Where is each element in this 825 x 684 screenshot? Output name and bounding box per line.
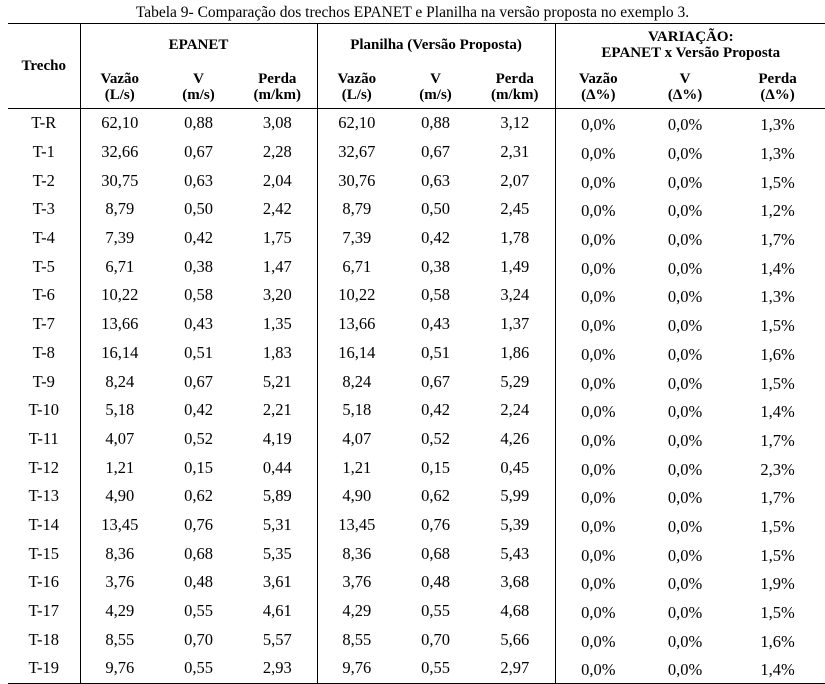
cell-epanet-perda: 2,21 bbox=[262, 400, 292, 420]
cell-epanet-perda: 1,75 bbox=[262, 228, 292, 248]
cell-var-v: 0,0% bbox=[641, 654, 729, 683]
cell-epanet-vazao: 8,24 bbox=[80, 367, 159, 396]
cell-trecho: T-14 bbox=[28, 514, 60, 534]
cell-planilha-perda: 3,24 bbox=[500, 285, 530, 305]
cell-var-perda: 1,6% bbox=[760, 344, 795, 364]
cell-epanet-vazao: 6,71 bbox=[80, 252, 159, 281]
cell-trecho: T-6 bbox=[32, 285, 55, 305]
cell-trecho: T-10 bbox=[28, 400, 60, 420]
cell-var-vazao: 0,0% bbox=[555, 511, 641, 540]
cell-var-vazao: 0,0% bbox=[555, 138, 641, 167]
cell-var-perda: 1,5% bbox=[760, 603, 795, 623]
cell-var-vazao: 0,0% bbox=[555, 367, 641, 396]
cell-epanet-perda: 5,89 bbox=[262, 486, 292, 506]
cell-planilha-vazao: 10,22 bbox=[317, 281, 396, 310]
cell-var-v: 0,0% bbox=[667, 316, 703, 336]
cell-var-perda: 1,5% bbox=[760, 373, 795, 393]
cell-epanet-perda: 4,19 bbox=[262, 428, 292, 448]
cell-epanet-v: 0,51 bbox=[184, 342, 213, 362]
table-row bbox=[8, 597, 825, 626]
cell-trecho: T-5 bbox=[32, 256, 55, 276]
header-epanet-perda: Perda (m/km) bbox=[238, 66, 317, 109]
cell-trecho: T-3 bbox=[32, 199, 55, 219]
cell-epanet-perda: 1,83 bbox=[262, 342, 292, 362]
cell-planilha-v: 0,51 bbox=[421, 342, 450, 362]
cell-planilha-v: 0,88 bbox=[421, 113, 450, 133]
cell-var-perda: 1,7% bbox=[760, 430, 795, 450]
cell-var-v: 0,0% bbox=[667, 545, 703, 565]
cell-planilha-vazao: 13,66 bbox=[317, 310, 396, 339]
cell-epanet-perda: 1,47 bbox=[262, 256, 292, 276]
cell-planilha-perda: 1,49 bbox=[500, 256, 530, 276]
header-variacao-line1: VARIAÇÃO: bbox=[648, 29, 734, 45]
cell-var-perda: 1,6% bbox=[760, 631, 795, 651]
cell-var-v: 0,0% bbox=[667, 574, 703, 594]
cell-epanet-perda: 5,31 bbox=[262, 514, 292, 534]
cell-var-v: 0,0% bbox=[667, 459, 703, 479]
table-row bbox=[8, 339, 825, 368]
cell-epanet-vazao: 4,90 bbox=[80, 482, 159, 511]
cell-planilha-v: 0,50 bbox=[421, 199, 450, 219]
cell-trecho: T-9 bbox=[32, 371, 55, 391]
header-group-planilha: Planilha (Versão Proposta) bbox=[317, 24, 555, 67]
cell-planilha-vazao: 3,76 bbox=[317, 568, 396, 597]
cell-planilha-perda: 2,97 bbox=[475, 654, 555, 683]
cell-planilha-v: 0,70 bbox=[421, 629, 450, 649]
cell-epanet-vazao: 1,21 bbox=[80, 453, 159, 482]
cell-epanet-v: 0,52 bbox=[184, 428, 213, 448]
cell-trecho: T-R bbox=[31, 113, 57, 133]
cell-planilha-vazao: 8,55 bbox=[317, 625, 396, 654]
header-planilha-v: V (m/s) bbox=[396, 66, 475, 109]
cell-var-perda: 1,4% bbox=[729, 654, 825, 683]
cell-epanet-perda: 4,61 bbox=[262, 601, 292, 621]
cell-epanet-v: 0,38 bbox=[184, 256, 213, 276]
cell-planilha-v: 0,43 bbox=[421, 314, 450, 334]
cell-epanet-perda: 2,04 bbox=[262, 170, 292, 190]
cell-var-perda: 1,3% bbox=[760, 287, 795, 307]
cell-epanet-v: 0,67 bbox=[184, 142, 213, 162]
cell-var-vazao: 0,0% bbox=[555, 166, 641, 195]
cell-planilha-vazao: 1,21 bbox=[317, 453, 396, 482]
table-row bbox=[8, 195, 825, 224]
cell-var-vazao: 0,0% bbox=[555, 597, 641, 626]
cell-epanet-perda: 2,28 bbox=[262, 142, 292, 162]
cell-planilha-v: 0,52 bbox=[421, 428, 450, 448]
cell-trecho: T-4 bbox=[32, 228, 55, 248]
cell-var-v: 0,0% bbox=[667, 287, 703, 307]
cell-var-vazao: 0,0% bbox=[555, 453, 641, 482]
comparison-table bbox=[8, 23, 825, 684]
cell-epanet-v: 0,42 bbox=[184, 228, 213, 248]
cell-var-vazao: 0,0% bbox=[555, 396, 641, 425]
cell-epanet-perda: 2,93 bbox=[238, 654, 317, 683]
cell-epanet-vazao: 8,55 bbox=[80, 625, 159, 654]
cell-planilha-vazao: 4,29 bbox=[317, 597, 396, 626]
cell-epanet-perda: 5,21 bbox=[262, 371, 292, 391]
cell-planilha-v: 0,67 bbox=[421, 142, 450, 162]
cell-planilha-perda: 4,26 bbox=[500, 428, 530, 448]
cell-var-v: 0,0% bbox=[667, 373, 703, 393]
cell-epanet-perda: 2,42 bbox=[262, 199, 292, 219]
cell-epanet-vazao: 16,14 bbox=[80, 339, 159, 368]
cell-trecho: T-8 bbox=[32, 342, 55, 362]
cell-planilha-vazao: 8,36 bbox=[317, 539, 396, 568]
table-row bbox=[8, 138, 825, 167]
cell-var-v: 0,0% bbox=[667, 430, 703, 450]
cell-trecho: T-19 bbox=[8, 654, 80, 683]
cell-var-v: 0,0% bbox=[667, 603, 703, 623]
header-group-variacao bbox=[555, 24, 825, 67]
cell-planilha-perda: 2,24 bbox=[500, 400, 530, 420]
cell-epanet-v: 0,50 bbox=[184, 199, 213, 219]
cell-epanet-vazao: 4,29 bbox=[80, 597, 159, 626]
cell-planilha-perda: 5,99 bbox=[500, 486, 530, 506]
cell-var-v: 0,0% bbox=[667, 144, 703, 164]
cell-epanet-vazao: 3,76 bbox=[80, 568, 159, 597]
cell-planilha-vazao: 8,79 bbox=[317, 195, 396, 224]
cell-planilha-perda: 5,66 bbox=[500, 629, 530, 649]
cell-epanet-v: 0,88 bbox=[184, 113, 213, 133]
table-row bbox=[8, 109, 825, 138]
cell-planilha-v: 0,68 bbox=[421, 543, 450, 563]
cell-epanet-v: 0,68 bbox=[184, 543, 213, 563]
cell-epanet-v: 0,15 bbox=[184, 457, 213, 477]
cell-planilha-perda: 2,31 bbox=[500, 142, 530, 162]
table-row bbox=[8, 482, 825, 511]
cell-trecho: T-18 bbox=[28, 629, 60, 649]
cell-planilha-v: 0,48 bbox=[421, 572, 450, 592]
cell-epanet-v: 0,76 bbox=[184, 514, 213, 534]
cell-var-vazao: 0,0% bbox=[555, 195, 641, 224]
cell-trecho: T-2 bbox=[32, 170, 55, 190]
table-row bbox=[8, 281, 825, 310]
cell-var-perda: 1,2% bbox=[760, 201, 795, 221]
table-header bbox=[8, 24, 825, 109]
cell-epanet-vazao: 4,07 bbox=[80, 425, 159, 454]
cell-var-vazao: 0,0% bbox=[555, 482, 641, 511]
cell-var-v: 0,0% bbox=[667, 488, 703, 508]
header-planilha-perda: Perda (m/km) bbox=[475, 66, 555, 109]
cell-trecho: T-7 bbox=[32, 314, 55, 334]
cell-epanet-perda: 5,57 bbox=[262, 629, 292, 649]
cell-planilha-perda: 2,45 bbox=[500, 199, 530, 219]
table-row bbox=[8, 425, 825, 454]
cell-epanet-perda: 0,44 bbox=[262, 457, 292, 477]
cell-planilha-perda: 3,68 bbox=[500, 572, 530, 592]
cell-var-v: 0,0% bbox=[667, 172, 703, 192]
cell-planilha-vazao: 9,76 bbox=[317, 654, 396, 683]
cell-planilha-vazao: 32,67 bbox=[317, 138, 396, 167]
cell-epanet-vazao: 30,75 bbox=[80, 166, 159, 195]
cell-var-v: 0,0% bbox=[667, 201, 703, 221]
header-epanet-v: V (m/s) bbox=[159, 66, 238, 109]
cell-epanet-v: 0,67 bbox=[184, 371, 213, 391]
cell-planilha-vazao: 30,76 bbox=[317, 166, 396, 195]
cell-epanet-vazao: 13,66 bbox=[80, 310, 159, 339]
cell-var-v: 0,0% bbox=[667, 344, 703, 364]
table-row bbox=[8, 367, 825, 396]
cell-planilha-vazao: 4,90 bbox=[317, 482, 396, 511]
cell-epanet-vazao: 7,39 bbox=[80, 224, 159, 253]
cell-planilha-v: 0,55 bbox=[396, 654, 475, 683]
cell-planilha-perda: 1,78 bbox=[500, 228, 530, 248]
header-variacao-perda: Perda (Δ%) bbox=[729, 66, 825, 109]
cell-trecho: T-11 bbox=[28, 428, 59, 448]
cell-var-perda: 1,5% bbox=[760, 172, 795, 192]
cell-planilha-perda: 0,45 bbox=[500, 457, 530, 477]
table-row bbox=[8, 625, 825, 654]
cell-var-vazao: 0,0% bbox=[555, 339, 641, 368]
cell-planilha-v: 0,15 bbox=[421, 457, 450, 477]
cell-epanet-perda: 3,61 bbox=[262, 572, 292, 592]
cell-trecho: T-12 bbox=[28, 457, 60, 477]
cell-var-vazao: 0,0% bbox=[555, 109, 641, 138]
cell-epanet-v: 0,70 bbox=[184, 629, 213, 649]
table-row bbox=[8, 252, 825, 281]
cell-var-vazao: 0,0% bbox=[555, 625, 641, 654]
cell-planilha-vazao: 16,14 bbox=[317, 339, 396, 368]
cell-epanet-v: 0,55 bbox=[184, 601, 213, 621]
cell-var-v: 0,0% bbox=[667, 516, 703, 536]
table-row bbox=[8, 511, 825, 540]
cell-var-v: 0,0% bbox=[667, 631, 703, 651]
cell-epanet-vazao: 13,45 bbox=[80, 511, 159, 540]
cell-trecho: T-15 bbox=[28, 543, 60, 563]
cell-epanet-vazao: 10,22 bbox=[80, 281, 159, 310]
cell-var-v: 0,0% bbox=[667, 230, 703, 250]
cell-var-perda: 1,5% bbox=[760, 545, 795, 565]
cell-planilha-v: 0,58 bbox=[421, 285, 450, 305]
cell-var-v: 0,0% bbox=[667, 402, 703, 422]
cell-var-perda: 1,4% bbox=[760, 402, 795, 422]
cell-var-perda: 1,7% bbox=[760, 488, 795, 508]
cell-var-perda: 1,3% bbox=[760, 144, 795, 164]
cell-planilha-perda: 5,29 bbox=[500, 371, 530, 391]
cell-planilha-v: 0,63 bbox=[421, 170, 450, 190]
cell-planilha-perda: 5,43 bbox=[500, 543, 530, 563]
cell-var-vazao: 0,0% bbox=[555, 281, 641, 310]
cell-epanet-v: 0,55 bbox=[159, 654, 238, 683]
table-row bbox=[8, 453, 825, 482]
cell-var-vazao: 0,0% bbox=[555, 539, 641, 568]
cell-planilha-vazao: 62,10 bbox=[317, 109, 396, 138]
cell-epanet-v: 0,48 bbox=[184, 572, 213, 592]
table-row bbox=[8, 396, 825, 425]
cell-planilha-vazao: 6,71 bbox=[317, 252, 396, 281]
cell-planilha-vazao: 5,18 bbox=[317, 396, 396, 425]
cell-var-vazao: 0,0% bbox=[555, 224, 641, 253]
cell-planilha-perda: 4,68 bbox=[500, 601, 530, 621]
header-trecho: Trecho bbox=[8, 24, 80, 109]
table-row bbox=[8, 539, 825, 568]
header-variacao-line2: EPANET x Versão Proposta bbox=[601, 45, 781, 61]
header-epanet-vazao: Vazão (L/s) bbox=[80, 66, 159, 109]
table-row bbox=[8, 654, 825, 683]
cell-epanet-v: 0,62 bbox=[184, 486, 213, 506]
header-variacao-v: V (Δ%) bbox=[641, 66, 729, 109]
cell-planilha-v: 0,38 bbox=[421, 256, 450, 276]
cell-planilha-vazao: 7,39 bbox=[317, 224, 396, 253]
cell-trecho: T-17 bbox=[28, 601, 60, 621]
cell-epanet-perda: 3,20 bbox=[262, 285, 292, 305]
cell-var-perda: 2,3% bbox=[760, 459, 795, 479]
cell-planilha-vazao: 13,45 bbox=[317, 511, 396, 540]
cell-planilha-v: 0,76 bbox=[421, 514, 450, 534]
header-group-epanet: EPANET bbox=[80, 24, 317, 67]
cell-trecho: T-1 bbox=[32, 142, 55, 162]
cell-planilha-v: 0,67 bbox=[421, 371, 450, 391]
cell-var-vazao: 0,0% bbox=[555, 252, 641, 281]
cell-var-perda: 1,3% bbox=[760, 115, 795, 135]
cell-planilha-v: 0,42 bbox=[421, 400, 450, 420]
cell-epanet-v: 0,42 bbox=[184, 400, 213, 420]
cell-planilha-perda: 1,86 bbox=[500, 342, 530, 362]
header-variacao-vazao: Vazão (Δ%) bbox=[555, 66, 641, 109]
cell-planilha-perda: 2,07 bbox=[500, 170, 530, 190]
cell-var-vazao: 0,0% bbox=[555, 425, 641, 454]
cell-epanet-perda: 1,35 bbox=[262, 314, 292, 334]
cell-var-vazao: 0,0% bbox=[555, 568, 641, 597]
cell-planilha-v: 0,55 bbox=[421, 601, 450, 621]
cell-var-perda: 1,5% bbox=[760, 316, 795, 336]
cell-epanet-vazao: 9,76 bbox=[80, 654, 159, 683]
table-row bbox=[8, 568, 825, 597]
cell-epanet-vazao: 5,18 bbox=[80, 396, 159, 425]
cell-epanet-perda: 5,35 bbox=[262, 543, 292, 563]
table-row bbox=[8, 310, 825, 339]
cell-var-v: 0,0% bbox=[667, 258, 703, 278]
cell-epanet-vazao: 32,66 bbox=[80, 138, 159, 167]
cell-trecho: T-16 bbox=[28, 572, 60, 592]
cell-var-v: 0,0% bbox=[667, 115, 703, 135]
cell-planilha-vazao: 4,07 bbox=[317, 425, 396, 454]
table-body bbox=[8, 109, 825, 684]
cell-epanet-vazao: 62,10 bbox=[80, 109, 159, 138]
cell-trecho: T-13 bbox=[28, 486, 60, 506]
table-row bbox=[8, 224, 825, 253]
table-caption: Tabela 9- Comparação dos trechos EPANET e Planilha na versão proposta no exemplo 3. bbox=[135, 4, 690, 21]
header-planilha-vazao: Vazão (L/s) bbox=[317, 66, 396, 109]
cell-var-perda: 1,7% bbox=[760, 230, 795, 250]
cell-epanet-vazao: 8,79 bbox=[80, 195, 159, 224]
cell-planilha-v: 0,42 bbox=[421, 228, 450, 248]
cell-planilha-perda: 3,12 bbox=[500, 113, 530, 133]
cell-var-perda: 1,4% bbox=[760, 258, 795, 278]
cell-var-vazao: 0,0% bbox=[555, 310, 641, 339]
cell-planilha-perda: 5,39 bbox=[500, 514, 530, 534]
cell-epanet-v: 0,58 bbox=[184, 285, 213, 305]
cell-var-perda: 1,9% bbox=[760, 574, 795, 594]
cell-epanet-vazao: 8,36 bbox=[80, 539, 159, 568]
cell-planilha-vazao: 8,24 bbox=[317, 367, 396, 396]
cell-epanet-perda: 3,08 bbox=[262, 113, 292, 133]
table-row bbox=[8, 166, 825, 195]
cell-planilha-v: 0,62 bbox=[421, 486, 450, 506]
cell-epanet-v: 0,63 bbox=[184, 170, 213, 190]
cell-epanet-v: 0,43 bbox=[184, 314, 213, 334]
cell-var-vazao: 0,0% bbox=[555, 654, 641, 683]
cell-planilha-perda: 1,37 bbox=[500, 314, 530, 334]
cell-var-perda: 1,5% bbox=[760, 516, 795, 536]
